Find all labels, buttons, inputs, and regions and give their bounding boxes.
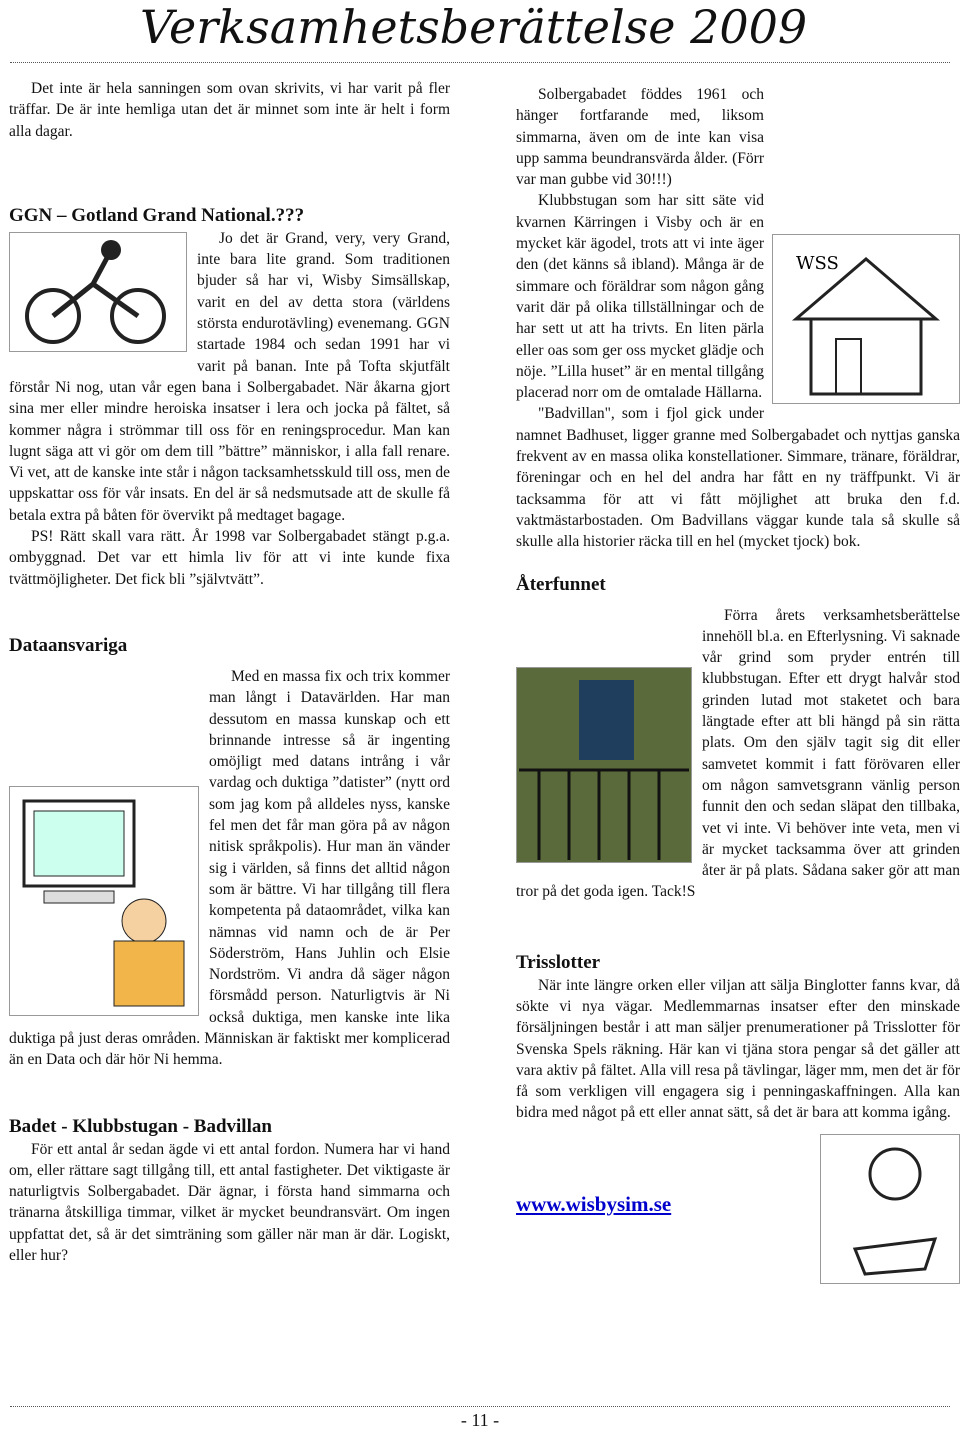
badvillan-paragraph: "Badvillan", som i fjol gick under namnet Badhuset, ligger granne med Solbergabadet och nyttjas ganska frekvent av en massa olika konstellationer. Simmare, tränare, föräldrar, föreningar och en hel del andra har fått en ny träffpunkt. Vi är tacksamma för att vi fått möjlighet att bruka den f.d. vaktmästarbostaden. Om Badvillans väggar kunde tala så skulle så skulle alla historier räcka till en hel (mycket tjock) bok. <box>516 405 960 551</box>
motorcycle-illustration <box>9 232 187 352</box>
ggn-heading: GGN – Gotland Grand National.??? <box>9 204 305 226</box>
badet-paragraph: För ett antal år sedan ägde vi ett antal fordon. Numera har vi hand om, eller rättare sagt tillgång till, ett antal fastigheter. Det viktigaste är naturligtvis Solbergabadet. Där ägnar, i första hand simmarna och tränarna åtskilliga timmar, vilket är mycket beundransvärt. Om ingen uppfattat det, så är det simträning som gäller när man är där. Logiskt, eller hur? <box>9 1140 450 1265</box>
bottom-rule <box>10 1406 950 1407</box>
right-column <box>516 84 960 1288</box>
ps-paragraph: PS! Rätt skall vara rätt. År 1998 var Solbergabadet stängt p.g.a. ombyggnad. Det var ett himla liv för att vi inte kunde fixa tvättmöjligheter. Det fick bli ”självtvätt”. <box>9 528 450 588</box>
data-heading: Dataansvariga <box>9 634 128 656</box>
solberga-paragraph: Solbergabadet föddes 1961 och hänger fortfarande med, liksom simmarna, även om de inte kan visa upp samma beundransvärda ålder. (Förr var man gubbe vid 30!!!) <box>516 86 764 189</box>
page-title: Verksamhetsberättelse 2009 <box>140 0 808 54</box>
reading-character-illustration <box>820 1134 960 1284</box>
trisslotter-paragraph: När inte längre orken eller viljan att sälja Binglotter fanns kvar, då sökte vi nya vägar. Medlemmarnas insatser efter den minskade försäljningen består i att man säljer prenumerationer på Trisslotter för Svenska Spels räkning. Här kan vi tjäna stora pengar så det gäller att vara aktiv på fältet. Alla vill resa på tävlingar, läger mm, men det är för få som verkligen vill engagera sig i penningaskaffningen. Alla kan bidra med något på ett eller annat sätt, så det är bara att komma igång. <box>516 976 960 1122</box>
page-number: - 11 - <box>460 1410 500 1430</box>
data-paragraph: Med en massa fix och trix kommer man långt i Datavärlden. Har man dessutom en massa kunskap och ett brinnande intresse så är ingenting omöjligt med datans intrång i vår vardag och duktiga ”datister” (nytt ord som jag kom på alldeles nyss, kanske fel men det får man göra på av någon nitisk språkpolis). Hur man än vänder sig i världen, så finns det alltid någon som är bättre. Vi har tillgång till flera kompetenta på dataområdet, vilka kan nämnas vid namn och de är Per Söderström, Hans Juhlin och Elsie Nordström. Vi andra då säger någon försmådd person. Naturligtvis är Ni också duktiga, men kanske inte lika duktiga på just deras områden. Människan är faktiskt mer komplicerad än en Data och där hör Ni hemma. <box>9 667 450 1069</box>
aterfunnet-paragraph: Förra årets verksamhetsberättelse innehöll bl.a. en Efterlysning. Vi saknade vår grind som pryder entrén till klubbstugan. Efter ett drygt halvår stod grinden lutad mot staketet och bara längtade efter att bli hängd på sin rätta plats. Om den själv tagit sig dit eller samvetet kommit i fatt förövaren eller om någon samvetsgrann vänlig person funnit den och sedan släpat den tillbaka, vet vi inte. Vi behöver inte veta, men vi är mycket tacksamma över att grinden åter är på plats. Sådana saker gör att man tror på det goda igen. Tack!S <box>516 606 960 901</box>
house-sign-text: WSS <box>796 253 839 274</box>
badet-heading: Badet - Klubbstugan - Badvillan <box>9 1115 272 1137</box>
top-rule <box>10 62 950 63</box>
computer-illustration <box>9 786 199 1016</box>
intro-paragraph: Det inte är hela sanningen som ovan skrivits, vi har varit på fler träffar. De är inte hemliga utan det är minnet som inte är helt i form alla dagar. <box>9 80 450 140</box>
left-column <box>9 78 450 1266</box>
gate-photo <box>516 667 692 863</box>
klubbstuga-paragraph: Klubbstugan som har sitt säte vid kvarnen Kärringen i Visby och är en mycket kär ägodel, trots att vi inte äger den (det känns så ibland). Många är de simmare och föräldrar som någon gång varit där på olika tillställningar och de har sett ut att ha trivts. En liten pärla eller oas som ger oss mycket glädje och nöje. ”Lilla huset” är en mental tillgång placerad norr om de omtalade Hällarna. <box>516 192 764 402</box>
trisslotter-heading: Trisslotter <box>516 951 601 973</box>
website-link[interactable]: www.wisbysim.se <box>516 1191 672 1216</box>
house-illustration <box>772 234 960 404</box>
aterfunnet-heading: Återfunnet <box>516 573 606 595</box>
ggn-paragraph: Jo det är Grand, very, very Grand, inte bara lite grand. Som traditionen bjuder så har vi, Wisby Simsällskap, varit en del av detta stora (världens största endurotävling) evenemang. GGN startade 1984 och sedan 1991 har vi varit på banan. Inte på Tofta skjutfält förstår Ni nog, utan vår egen bana i Solbergabadet. När åkarna gjort sina mer eller mindre heroiska insatser i lera och jocka på fältet, så kommer några i strömmar till oss för en reningsprocedur. Man kan lugnt säga att vi gör om dem till ”bättre” människor, i alla fall renare. Vi vet, att de kanske inte står i någon tacksamhetsskuld till oss, men de uppskattar oss för vår insats. En del är så nedsmutsade att de skulle få betala extra på båten för övervikt på medtaget bagage. <box>9 229 450 524</box>
